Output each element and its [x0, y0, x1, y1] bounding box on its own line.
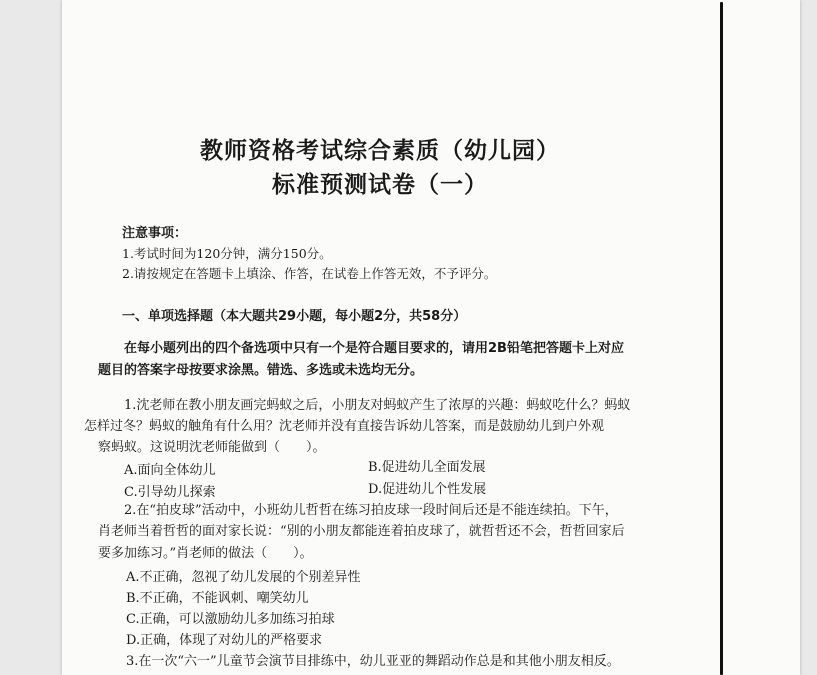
question-2-text: 2.在“拍皮球”活动中，小班幼儿哲哲在练习拍皮球一段时间后还是不能连续拍。下午，: [124, 503, 618, 518]
question-1-option-a: A.面向全体幼儿: [124, 463, 216, 478]
exam-subtitle: 标准预测试卷（一）: [272, 172, 488, 198]
question-1-option-b: B.促进幼儿全面发展: [368, 460, 486, 475]
question-2-option-b: B.不正确，不能讽刺、嘲笑幼儿: [126, 591, 309, 606]
notice-item: 2.请按规定在答题卡上填涂、作答，在试卷上作答无效，不予评分。: [122, 266, 497, 281]
page-binding-line: [720, 2, 723, 675]
document-page: [62, 0, 800, 675]
question-1-option-c: C.引导幼儿探索: [124, 485, 216, 500]
question-1-text: 怎样过冬？蚂蚁的触角有什么用？沈老师并没有直接告诉幼儿答案，而是鼓励幼儿到户外观: [84, 419, 605, 434]
section-instructions: 在每小题列出的四个备选项中只有一个是符合题目要求的，请用2B铅笔把答题卡上对应: [124, 341, 624, 356]
notice-heading: 注意事项：: [122, 226, 188, 241]
question-2-text: 肖老师当着哲哲的面对家长说：“别的小朋友都能连着拍皮球了，就哲哲还不会，哲哲回家后: [98, 524, 625, 539]
question-2-text: 要多加练习。”肖老师的做法（ ）。: [98, 546, 313, 561]
question-3-text: 3.在一次“六一”儿童节会演节目排练中，幼儿亚亚的舞蹈动作总是和其他小朋友相反。: [126, 654, 620, 669]
notice-item: 1.考试时间为120分钟，满分150分。: [122, 246, 332, 261]
question-2-option-d: D.正确，体现了对幼儿的严格要求: [126, 633, 323, 648]
section-instructions: 题目的答案字母按要求涂黑。错选、多选或未选均无分。: [98, 363, 424, 378]
question-1-text: 1.沈老师在教小朋友画完蚂蚁之后，小朋友对蚂蚁产生了浓厚的兴趣：蚂蚁吃什么？蚂蚁: [124, 398, 631, 413]
question-1-option-d: D.促进幼儿个性发展: [368, 482, 487, 497]
question-2-option-c: C.正确，可以激励幼儿多加练习拍球: [126, 612, 335, 627]
question-1-text: 察蚂蚁。这说明沈老师能做到（ ）。: [98, 440, 326, 455]
question-2-option-a: A.不正确，忽视了幼儿发展的个别差异性: [126, 570, 361, 585]
section-heading: 一、单项选择题（本大题共29小题，每小题2分，共58分）: [122, 309, 467, 324]
exam-title: 教师资格考试综合素质（幼儿园）: [200, 138, 560, 164]
